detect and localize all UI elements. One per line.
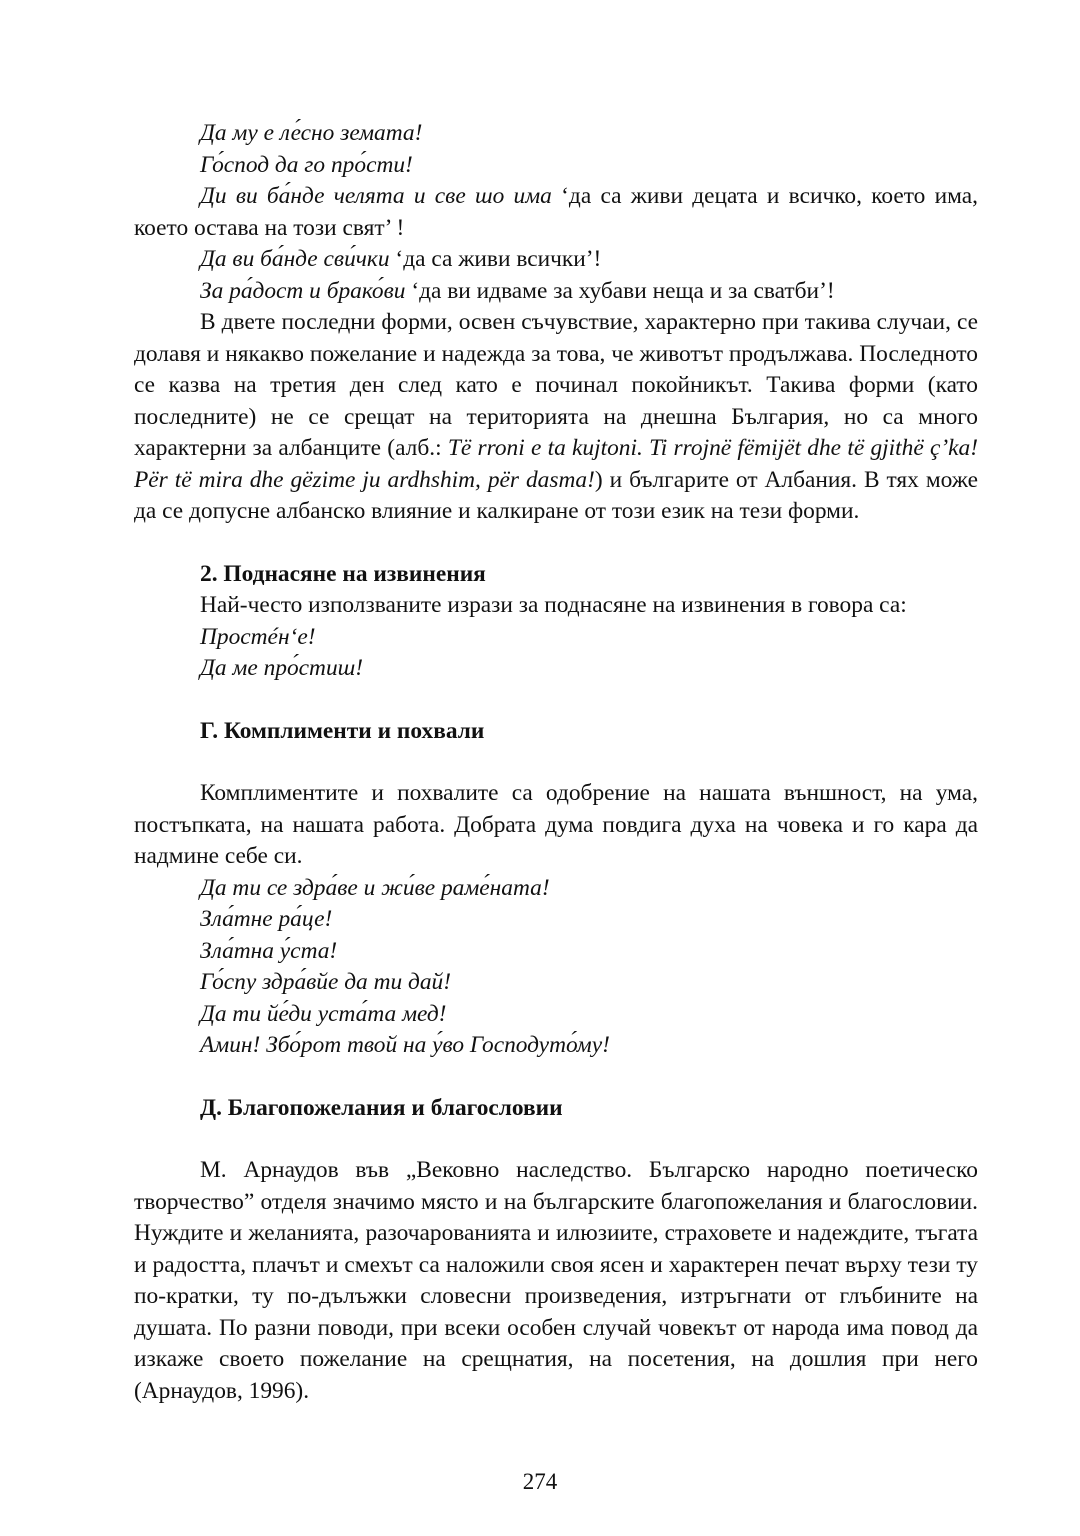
- compliment-item-2: Зла́тне ра́це!: [200, 906, 333, 932]
- compliments-paragraph: Комплиментите и похвалите са одобрение на нашата външност, на ума, постъпката, на нашата работа. Добрата дума повдига духа на човека и го кара да надмине себе си.: [134, 780, 978, 869]
- apology-item-2: Да ме про́стиш!: [200, 655, 364, 681]
- compliment-item-4: Го́спу здра́вйе да ти дай!: [200, 969, 452, 995]
- spacer: [134, 747, 978, 778]
- compliment-item-3: Зла́тна у́ста!: [200, 937, 338, 964]
- condolence-line-3-phrase: Ди ви ба́нде челята и све шо има: [200, 183, 562, 209]
- condolence-line-1: Да му е ле́сно земата!: [200, 120, 423, 146]
- condolence-line-5-phrase: За ра́дост и брако́ви: [200, 277, 406, 304]
- section-heading-apologies: 2. Поднасяне на извинения: [200, 560, 486, 587]
- commentary-text-end: ) и българите от Албания. В тях може да се допусне албанско влияние и калкиране от този език на тези форми.: [134, 466, 978, 524]
- page-body: [134, 118, 978, 1407]
- condolence-line-4-phrase: Да ви ба́нде сви́чки: [200, 246, 390, 272]
- blessings-paragraph: М. Арнаудов във „Вековно наследство. Българско народно поетическо творчество” отделя значимо място и на българските благопожелания и благословии. Нуждите и желанията, разочарованията и илюзиите, страховете и надеждите, тъгата и радостта, плачът и смехът са наложили своя ясен и характерен печат върху тези ту по-кратки, ту по-дълъжки словесни произведения, изтръгнати от глъбините на душата. По разни поводи, при всеки особен случай човекът от народа има повод да изкаже своето пожелание на срещнатия, на посетения, на дошлия при него (Арнаудов, 1996).: [134, 1157, 978, 1404]
- section-heading-compliments: Г. Комплименти и похвали: [200, 717, 485, 744]
- condolence-line-2: Го́спод да го про́сти!: [200, 151, 413, 178]
- spacer: [134, 685, 978, 716]
- condolence-line-3-gloss: ‘да са живи децата и всичко, което има, което остава на този свят’ !: [134, 183, 978, 241]
- section-heading-blessings: Д. Благопожелания и благословии: [200, 1094, 563, 1121]
- compliment-item-1: Да ти се здра́ве и жи́ве раме́ната!: [200, 874, 550, 901]
- spacer: [134, 1124, 978, 1155]
- commentary-text: В двете последни форми, освен съчувствие, характерно при такива случаи, се долавя и някакво пожелание и надежда за това, че животът продължава. Последното се казва на третия ден след като е починал покойникът. Такива форми (като последните) не се срещат на територията на днешна България, но са много характерни за албанците (алб.:: [134, 309, 978, 461]
- compliment-item-5: Да ти йе́ди уста́та мед!: [200, 1000, 447, 1027]
- apologies-intro: Най-често използваните изрази за поднасяне на извинения в говора са:: [200, 592, 907, 618]
- condolence-line-5-gloss: ‘да ви идваме за хубави неща и за сватби’!: [405, 277, 835, 304]
- commentary-paragraph: [134, 307, 978, 528]
- compliment-item-6: Амин! Збо́рот твой на у́во Господуто́му!: [200, 1032, 610, 1058]
- apology-item-1: Простéн‘е!: [200, 623, 316, 650]
- condolence-line-5: [134, 276, 978, 308]
- spacer: [134, 1062, 978, 1093]
- condolence-line-3: [134, 181, 978, 244]
- spacer: [134, 528, 978, 559]
- condolence-line-4: [134, 244, 978, 276]
- page-number: 274: [522, 1469, 558, 1494]
- condolence-line-4-gloss: ‘да са живи всички’!: [389, 246, 602, 272]
- albanian-forms: Të rroni e ta kujtoni. Ti rrojnë fëmijët dhe të gjithë ç’ka! Për të mira dhe gëzime ju ardhshim, për dasma!: [134, 435, 978, 493]
